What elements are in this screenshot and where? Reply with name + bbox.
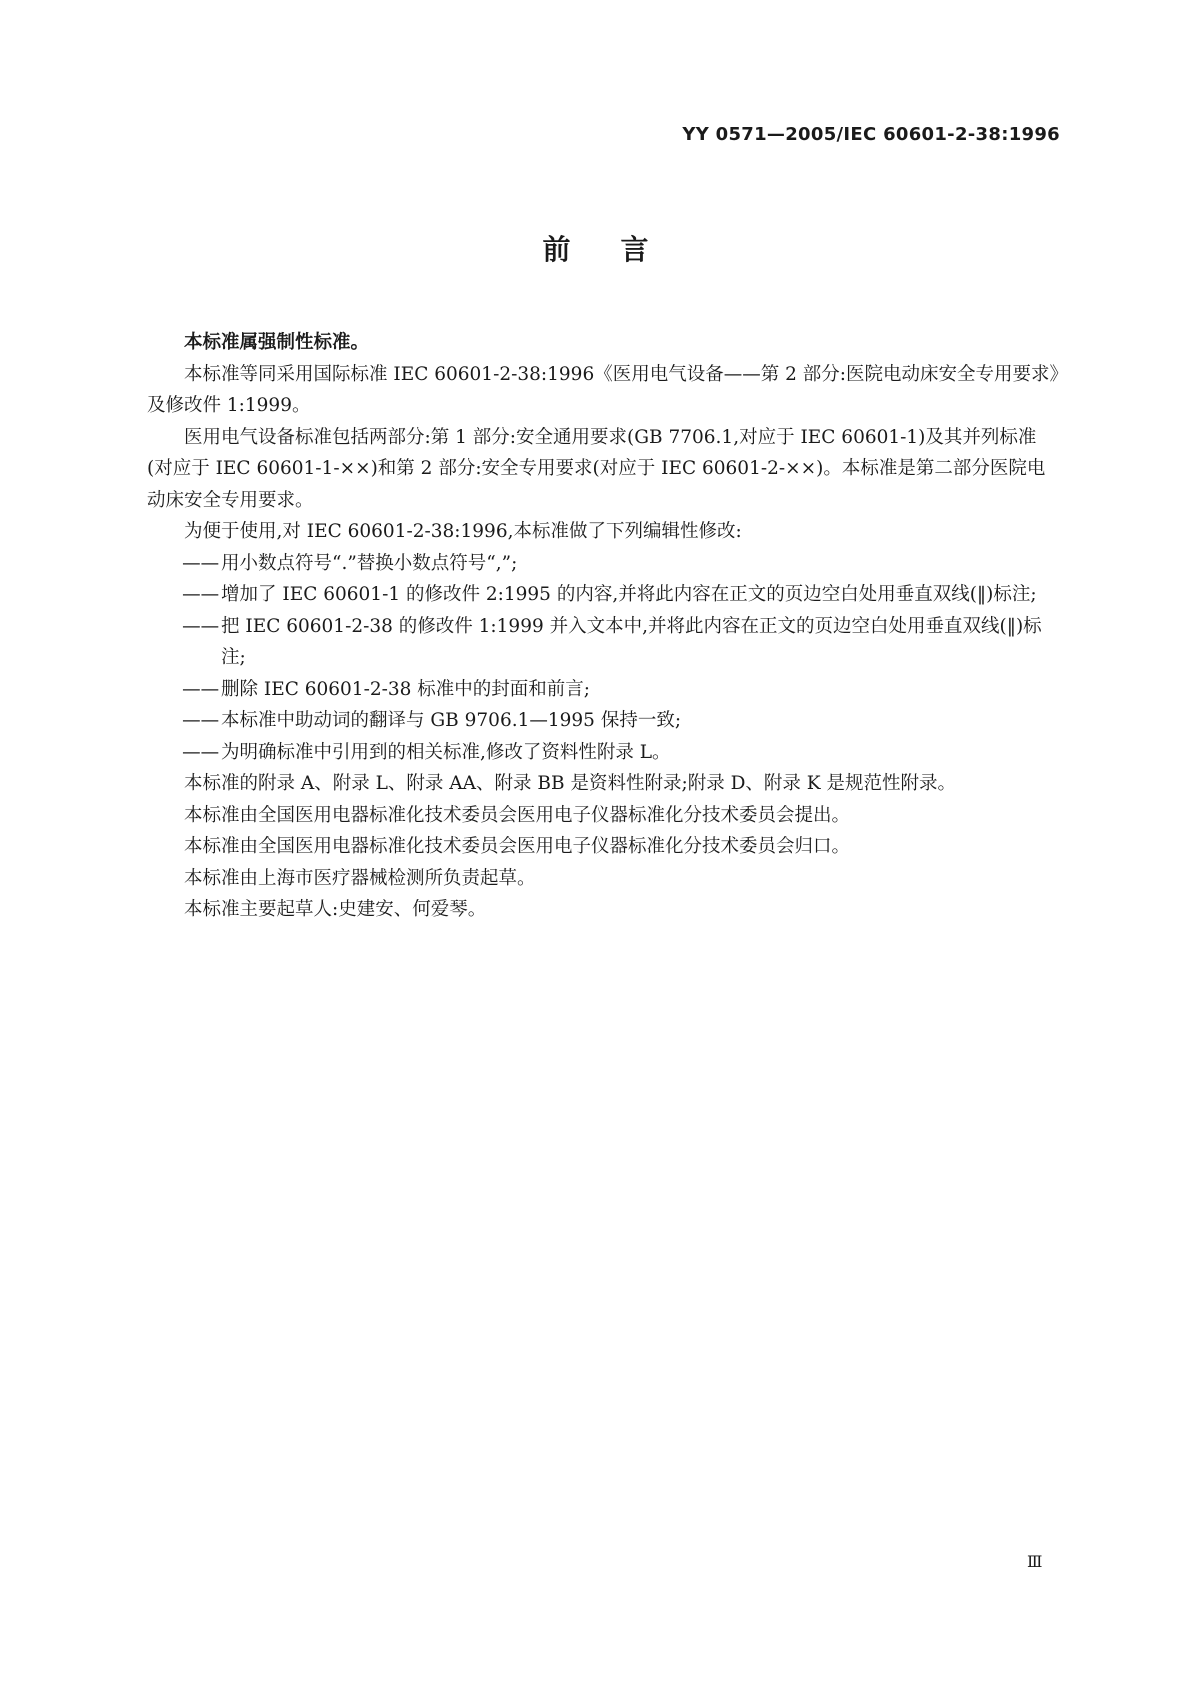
modification-item: [147, 674, 1059, 706]
modification-item: [147, 705, 1059, 737]
modification-text: 用小数点符号“.”替换小数点符号“,”;: [221, 552, 518, 574]
drafter-organization: 本标准由上海市医疗器械检测所负责起草。: [184, 867, 536, 889]
foreword-body: [147, 327, 1059, 926]
modification-text: 增加了 IEC 60601-1 的修改件 2:1995 的内容,并将此内容在正文的页边空白处用垂直双线(‖)标注;: [221, 584, 1037, 605]
dash-mark: ——: [182, 678, 220, 700]
page-number: Ⅲ: [1027, 1552, 1043, 1571]
modification-item: [147, 737, 1059, 769]
modification-text: 本标准中助动词的翻译与 GB 9706.1—1995 保持一致;: [221, 710, 682, 731]
modification-text: 为明确标准中引用到的相关标准,修改了资料性附录 L。: [221, 741, 671, 763]
modification-item: [147, 579, 1059, 611]
dash-mark: ——: [182, 710, 220, 731]
modification-item: [147, 548, 1059, 580]
page-title: 前言: [542, 233, 699, 266]
drafters: 本标准主要起草人:史建安、何爱琴。: [184, 899, 487, 920]
standard-code: YY 0571—2005/IEC 60601-2-38:1996: [682, 124, 1060, 145]
dash-mark: ——: [182, 615, 220, 637]
mandatory-statement: 本标准属强制性标准。: [184, 332, 370, 353]
modifications-intro: 为便于使用,对 IEC 60601-2-38:1996,本标准做了下列编辑性修改:: [184, 521, 742, 542]
modification-item: [147, 611, 1059, 674]
dash-mark: ——: [182, 552, 220, 574]
annex-statement: 本标准的附录 A、附录 L、附录 AA、附录 BB 是资料性附录;附录 D、附录 K 是规范性附录。: [184, 773, 956, 794]
modification-text: 把 IEC 60601-2-38 的修改件 1:1999 并入文本中,并将此内容在正文的页边空白处用垂直双线(‖)标注;: [221, 615, 1042, 668]
centralized-statement: 本标准由全国医用电器标准化技术委员会医用电子仪器标准化分技术委员会归口。: [184, 836, 851, 857]
modification-text: 删除 IEC 60601-2-38 标准中的封面和前言;: [221, 678, 591, 700]
dash-mark: ——: [182, 584, 220, 605]
dash-mark: ——: [182, 741, 220, 763]
series-paragraph: 医用电气设备标准包括两部分:第 1 部分:安全通用要求(GB 7706.1,对应于 IEC 60601-1)及其并列标准(对应于 IEC 60601-1-××)和第 2 部分:安全专用要求(对应于 IEC 60601-2-××)。本标准是第二部分医院电动床安全专用要求。: [147, 426, 1046, 511]
proposer-statement: 本标准由全国医用电器标准化技术委员会医用电子仪器标准化分技术委员会提出。: [184, 804, 851, 826]
adoption-paragraph: 本标准等同采用国际标准 IEC 60601-2-38:1996《医用电气设备——第 2 部分:医院电动床安全专用要求》及修改件 1:1999。: [147, 363, 1059, 416]
